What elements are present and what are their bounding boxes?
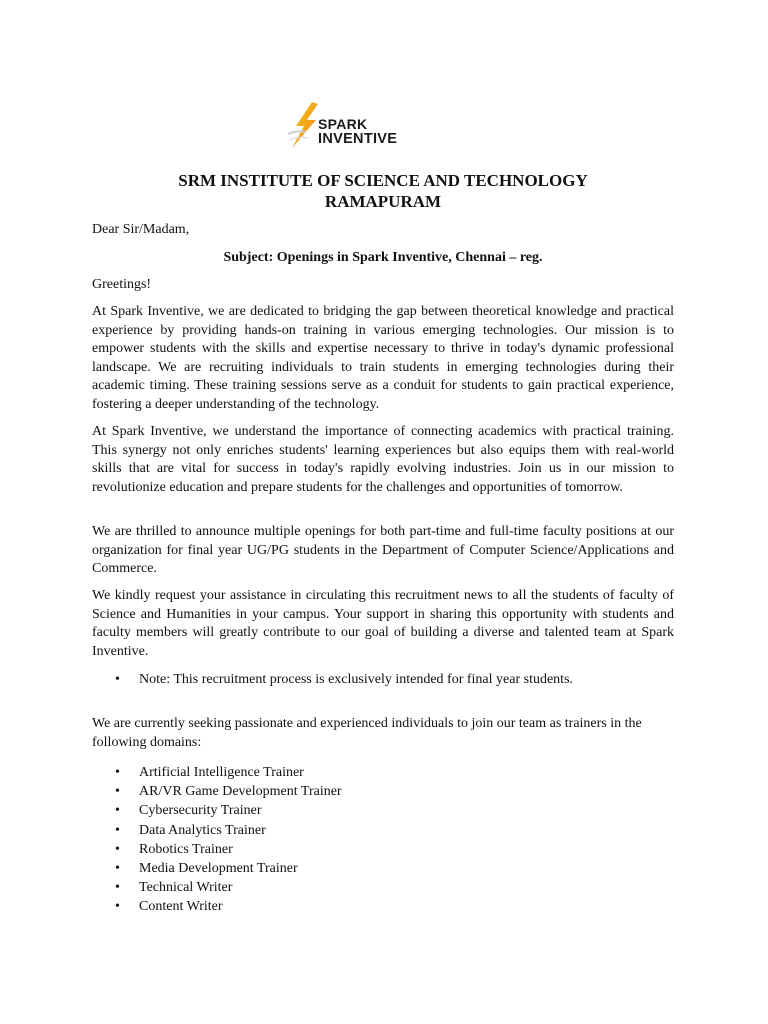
greeting: Greetings! (92, 277, 152, 292)
institution-title: SRM INSTITUTE OF SCIENCE AND TECHNOLOGY (178, 171, 588, 190)
salutation: Dear Sir/Madam, (92, 222, 190, 237)
paragraph-synergy: At Spark Inventive, we understand the importance of connecting academics with practical training. This synergy not only enriches students' learning experiences but also equips them with real-world skills that are vital for success in today's rapidly evolving industries. Join us in our mission to revolutionize education and prepare students for the challenges and opportunities of tomorrow. (92, 424, 674, 495)
domain-item: • Content Writer (92, 897, 674, 916)
logo-text-inventive: INVENTIVE (318, 131, 398, 147)
paragraph-seeking: We are currently seeking passionate and experienced individuals to join our team as trainers in the following domains: (92, 716, 642, 750)
domain-item: • Robotics Trainer (92, 840, 674, 859)
note-list (92, 670, 674, 689)
domain-item: • Media Development Trainer (92, 859, 674, 878)
subject-line: Subject: Openings in Spark Inventive, Chennai – reg. (223, 250, 543, 265)
domain-item: • Cybersecurity Trainer (92, 801, 674, 820)
spark-inventive-logo (286, 100, 416, 150)
domain-item: • AR/VR Game Development Trainer (92, 782, 674, 801)
domain-list (92, 763, 674, 917)
campus-title: RAMAPURAM (324, 192, 442, 211)
domain-item: • Technical Writer (92, 878, 674, 897)
paragraph-openings: We are thrilled to announce multiple openings for both part-time and full-time faculty positions at our organization for final year UG/PG students in the Department of Computer Science/Applications and Commerce. (92, 524, 674, 577)
domain-item: • Artificial Intelligence Trainer (92, 763, 674, 782)
domain-item: • Data Analytics Trainer (92, 821, 674, 840)
paragraph-request: We kindly request your assistance in circulating this recruitment news to all the students of faculty of Science and Humanities in your campus. Your support in sharing this opportunity with students and faculty members will greatly contribute to our goal of building a diverse and talented team at Spark Inventive. (92, 588, 674, 659)
note-item: • Note: This recruitment process is exclusively intended for final year students. (92, 670, 674, 689)
logo-text-spark: SPARK (318, 116, 368, 132)
paragraph-mission: At Spark Inventive, we are dedicated to bridging the gap between theoretical knowledge and practical experience by providing hands-on training in various emerging technologies. Our mission is to empower students with the skills and expertise necessary to thrive in today's dynamic professional landscape. We are recruiting individuals to train students in emerging technologies during their academic timing. These training sessions serve as a conduit for students to gain practical experience, fostering a deeper understanding of the technology. (92, 304, 674, 412)
